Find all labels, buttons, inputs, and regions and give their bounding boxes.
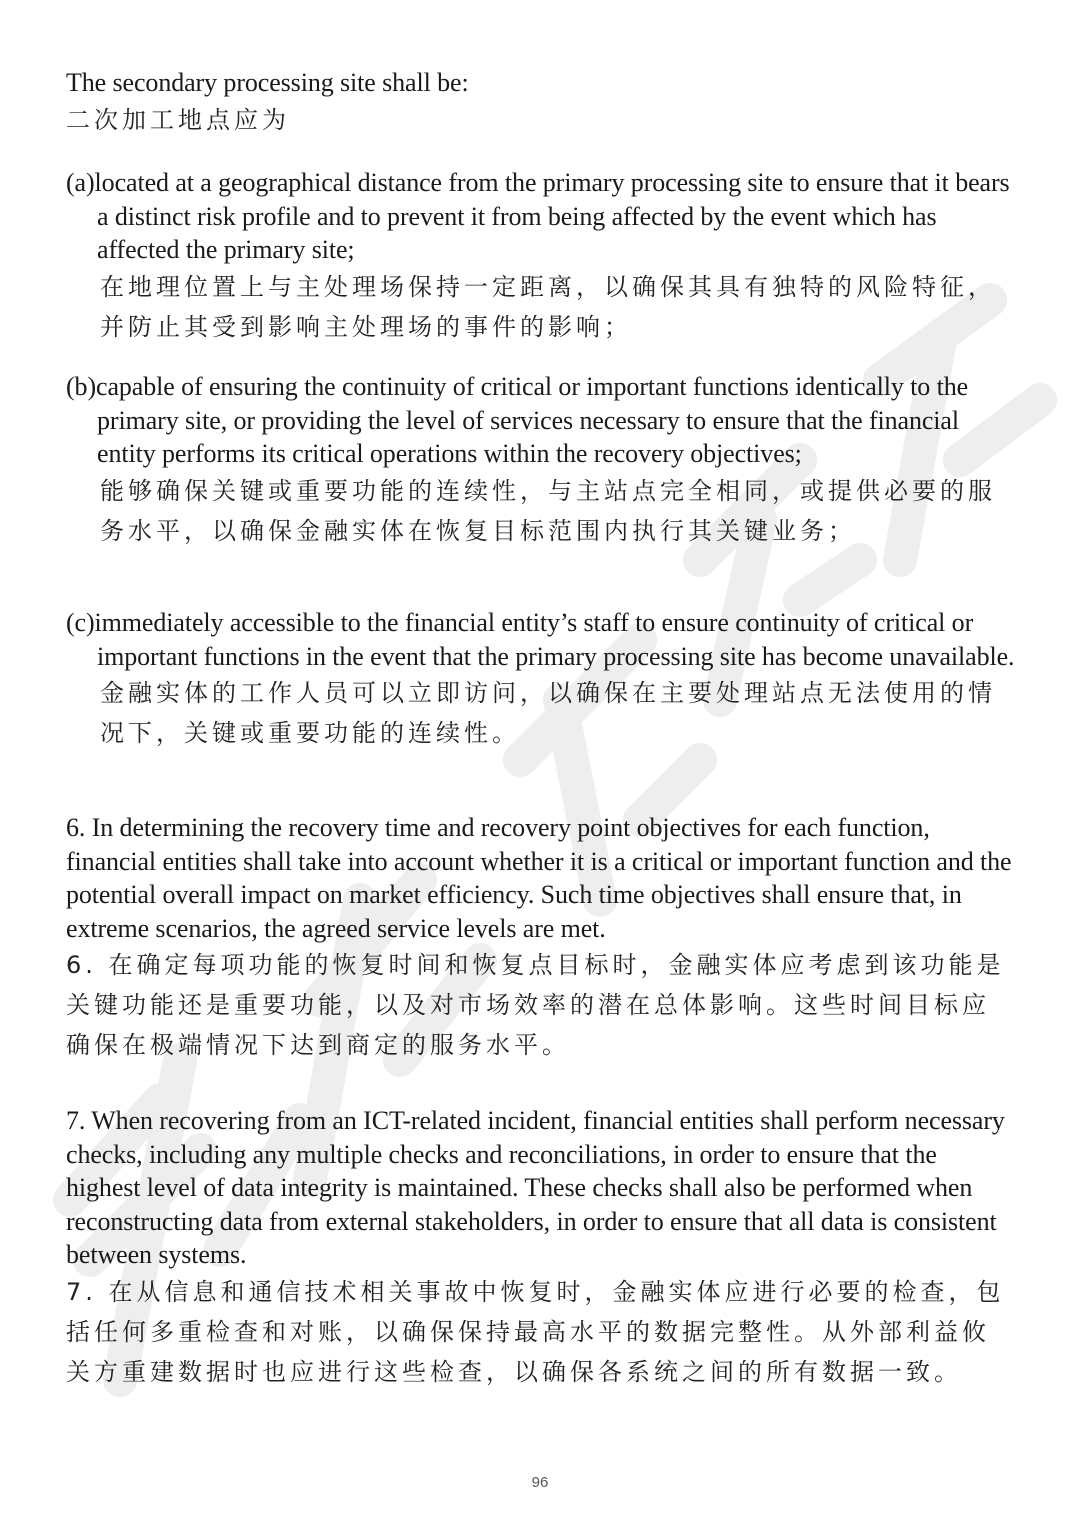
paragraph-7-chinese: 7. 在从信息和通信技术相关事故中恢复时，金融实体应进行必要的检查，包括任何多重检查和对账，以确保保持最高水平的数据完整性。从外部利益攸关方重建数据时也应进行这些检查，以确保各系统之间的所有数据一致。 [66, 1277, 1005, 1386]
page-number: 96 [531, 1474, 549, 1491]
list-item-b [66, 370, 1016, 551]
list-item-a-chinese: 在地理位置上与主处理场保持一定距离，以确保其具有独特的风险特征，并防止其受到影响主处理场的事件的影响； [100, 272, 996, 341]
list-item-a-english: (a)located at a geographical distance from the primary processing site to ensure that it bears a distinct risk profile and to prevent it from being affected by the event which has affected the primary site; [66, 168, 1010, 264]
intro-english: The secondary processing site shall be: [66, 68, 469, 97]
list-item-a [66, 166, 1016, 347]
list-item-b-english: (b)capable of ensuring the continuity of critical or important functions identically to the primary site, or providing the level of services necessary to ensure that the financial entity performs its critical operations within the recovery objectives; [66, 372, 969, 468]
paragraph-7-english: 7. When recovering from an ICT-related incident, financial entities shall perform necessary checks, including any multiple checks and reconciliations, in order to ensure that the highest level of data integrity is maintained. These checks shall also be performed when reconstructing data from external stakeholders, in order to ensure that all data is consistent between systems. [66, 1106, 1005, 1269]
list-item-c [66, 606, 1016, 753]
list-item-c-chinese: 金融实体的工作人员可以立即访问，以确保在主要处理站点无法使用的情况下，关键或重要功能的连续性。 [100, 679, 996, 747]
intro-block [66, 66, 1016, 140]
intro-chinese: 二次加工地点应为 [66, 105, 290, 134]
paragraph-6 [66, 811, 1016, 1065]
paragraph-7 [66, 1104, 1016, 1392]
list-item-b-chinese: 能够确保关键或重要功能的连续性，与主站点完全相同，或提供必要的服务水平，以确保金融实体在恢复目标范围内执行其关键业务； [100, 476, 996, 545]
paragraph-6-english: 6. In determining the recovery time and recovery point objectives for each function, financial entities shall take into account whether it is a critical or important function and the potential overall impact on market efficiency. Such time objectives shall ensure that, in extreme scenarios, the agreed service levels are met. [66, 813, 1012, 943]
list-item-c-english: (c)immediately accessible to the financial entity’s staff to ensure continuity of critical or important functions in the event that the primary processing site has become unavailable. [66, 608, 1015, 671]
paragraph-6-chinese: 6. 在确定每项功能的恢复时间和恢复点目标时，金融实体应考虑到该功能是关键功能还是重要功能，以及对市场效率的潜在总体影响。这些时间目标应确保在极端情况下达到商定的服务水平。 [66, 951, 1005, 1059]
